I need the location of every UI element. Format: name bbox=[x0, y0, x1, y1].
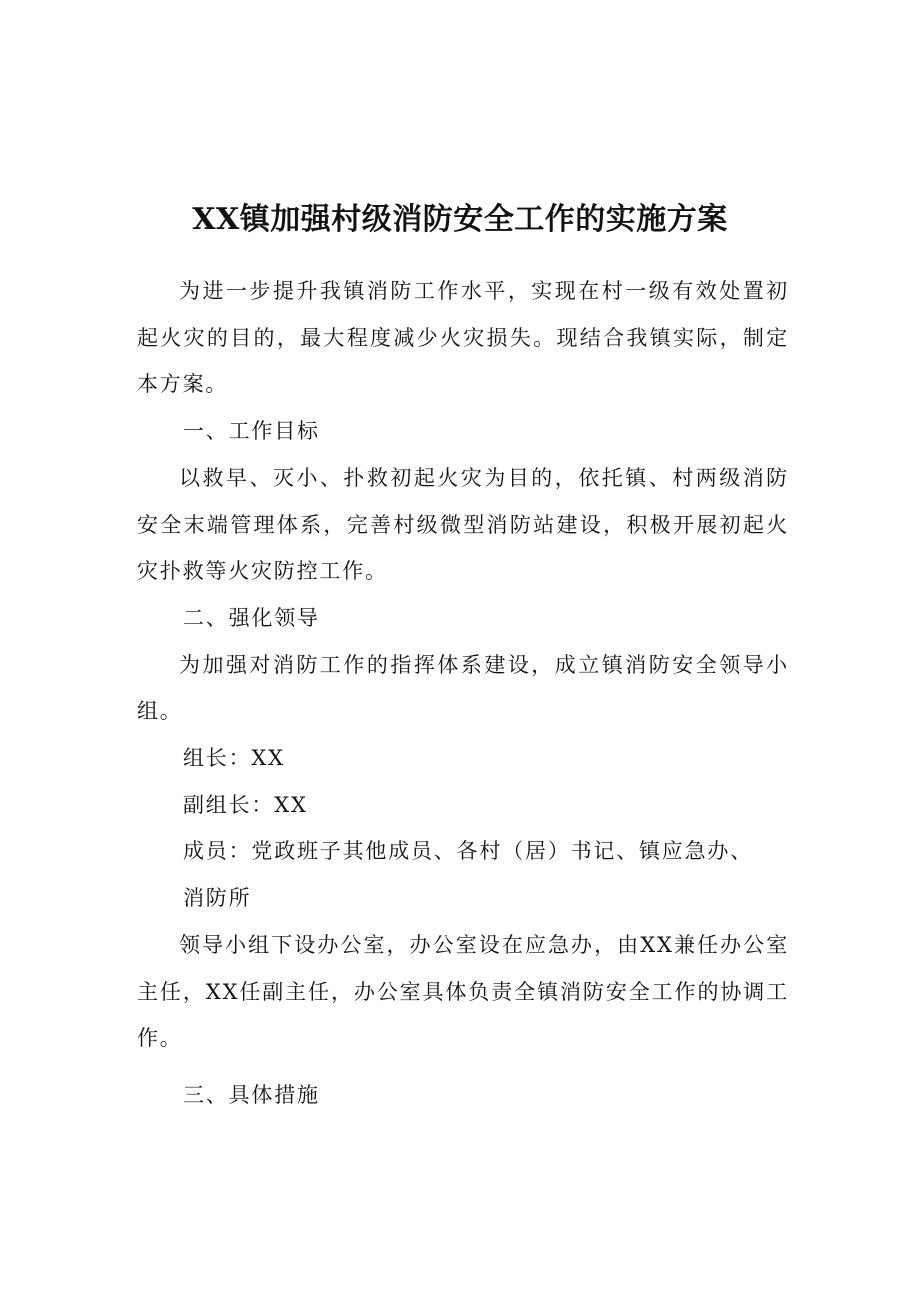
members-line: 成员：党政班子其他成员、各村（居）书记、镇应急办、 bbox=[183, 839, 753, 864]
document-body bbox=[137, 268, 789, 1119]
section-heading-leadership: 二、强化领导 bbox=[183, 605, 320, 630]
intro-paragraph: 为进一步提升我镇消防工作水平，实现在村一级有效处置初起火灾的目的，最大程度减少火灾损失。现结合我镇实际，制定本方案。 bbox=[137, 279, 789, 397]
group-leader-line: 组长：XX bbox=[183, 746, 285, 771]
deputy-leader-line: 副组长：XX bbox=[183, 792, 308, 817]
document-title: XX镇加强村级消防安全工作的实施方案 bbox=[192, 202, 728, 238]
leadership-paragraph: 为加强对消防工作的指挥体系建设，成立镇消防安全领导小组。 bbox=[137, 652, 789, 724]
office-paragraph: 领导小组下设办公室，办公室设在应急办，由XX兼任办公室主任，XX任副主任，办公室具体负责全镇消防安全工作的协调工作。 bbox=[137, 932, 789, 1051]
goals-paragraph: 以救早、灭小、扑救初起火灾为目的，依托镇、村两级消防安全末端管理体系，完善村级微型消防站建设，积极开展初起火灾扑救等火灾防控工作。 bbox=[137, 465, 789, 584]
section-heading-goals: 一、工作目标 bbox=[183, 419, 320, 444]
section-heading-measures: 三、具体措施 bbox=[183, 1082, 320, 1107]
members-line-continued: 消防所 bbox=[183, 886, 252, 911]
section-spacer bbox=[137, 1062, 789, 1072]
